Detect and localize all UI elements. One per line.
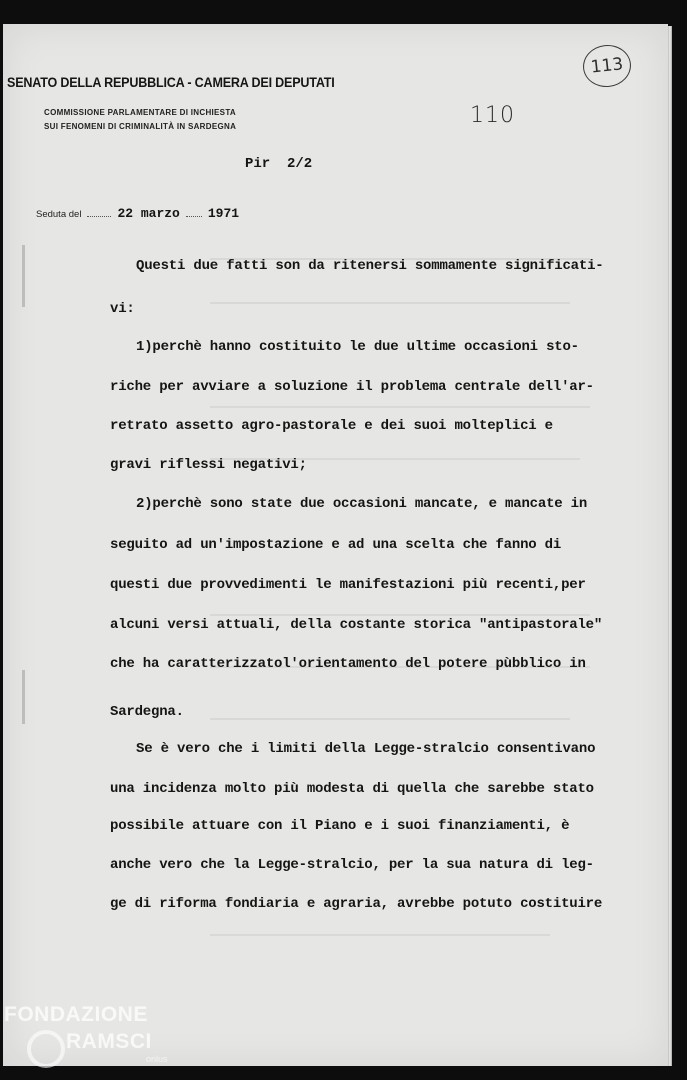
- document-reference: Pir 2/2: [245, 156, 313, 172]
- body-line: Se è vero che i limiti della Legge-stralcio consentivano: [136, 741, 596, 757]
- body-line: retrato assetto agro-pastorale e dei suoi molteplici e: [110, 418, 553, 434]
- handwritten-page-number: 110: [470, 103, 515, 128]
- body-line: 1)perchè hanno costituito le due ultime occasioni sto-: [136, 339, 579, 355]
- body-line: questi due provvedimenti le manifestazioni più recenti,per: [110, 577, 586, 593]
- body-line: Questi due fatti son da ritenersi sommamente significati-: [136, 258, 604, 274]
- body-line: Sardegna.: [110, 704, 184, 720]
- body-line: una incidenza molto più modesta di quella che sarebbe stato: [110, 781, 594, 797]
- session-label: Seduta del: [36, 209, 82, 220]
- margin-mark: [22, 245, 25, 307]
- header-title: SENATO DELLA REPUBBLICA - CAMERA DEI DEPUTATI: [7, 75, 335, 90]
- margin-mark: [22, 670, 25, 724]
- session-date-line: [36, 204, 239, 222]
- body-line: 2)perchè sono state due occasioni mancate, e mancate in: [136, 496, 588, 512]
- bleed-through: [210, 258, 590, 938]
- watermark-logo-mark: [27, 1030, 65, 1068]
- body-line: vi:: [110, 301, 135, 317]
- page-edge: [668, 26, 672, 1066]
- page-number-stamp: 113: [581, 43, 633, 90]
- body-line: gravi riflessi negativi;: [110, 457, 307, 473]
- commission-line-1: COMMISSIONE PARLAMENTARE DI INCHIESTA: [44, 108, 236, 117]
- body-line: riche per avviare a soluzione il problema centrale dell'ar-: [110, 379, 594, 395]
- body-line: che ha caratterizzatol'orientamento del potere pùbblico in: [110, 656, 586, 672]
- watermark-logo-line1: FONDAZIONE: [4, 1003, 148, 1026]
- dotted-fill: [87, 216, 111, 217]
- body-line: alcuni versi attuali, della costante storica "antipastorale": [110, 617, 603, 633]
- watermark-logo-suffix: onlus: [146, 1054, 168, 1064]
- watermark-logo-line2: RAMSCI: [66, 1030, 152, 1053]
- dotted-fill: [186, 216, 202, 217]
- session-date: 22 marzo: [117, 206, 180, 221]
- body-line: possibile attuare con il Piano e i suoi finanziamenti, è: [110, 818, 570, 834]
- commission-line-2: SUI FENOMENI DI CRIMINALITÀ IN SARDEGNA: [44, 122, 237, 131]
- body-line: seguito ad un'impostazione e ad una scelta che fanno di: [110, 537, 562, 553]
- body-line: ge di riforma fondiaria e agraria, avrebbe potuto costituire: [110, 896, 603, 912]
- session-year: 1971: [207, 206, 240, 221]
- body-line: anche vero che la Legge-stralcio, per la sua natura di leg-: [110, 857, 594, 873]
